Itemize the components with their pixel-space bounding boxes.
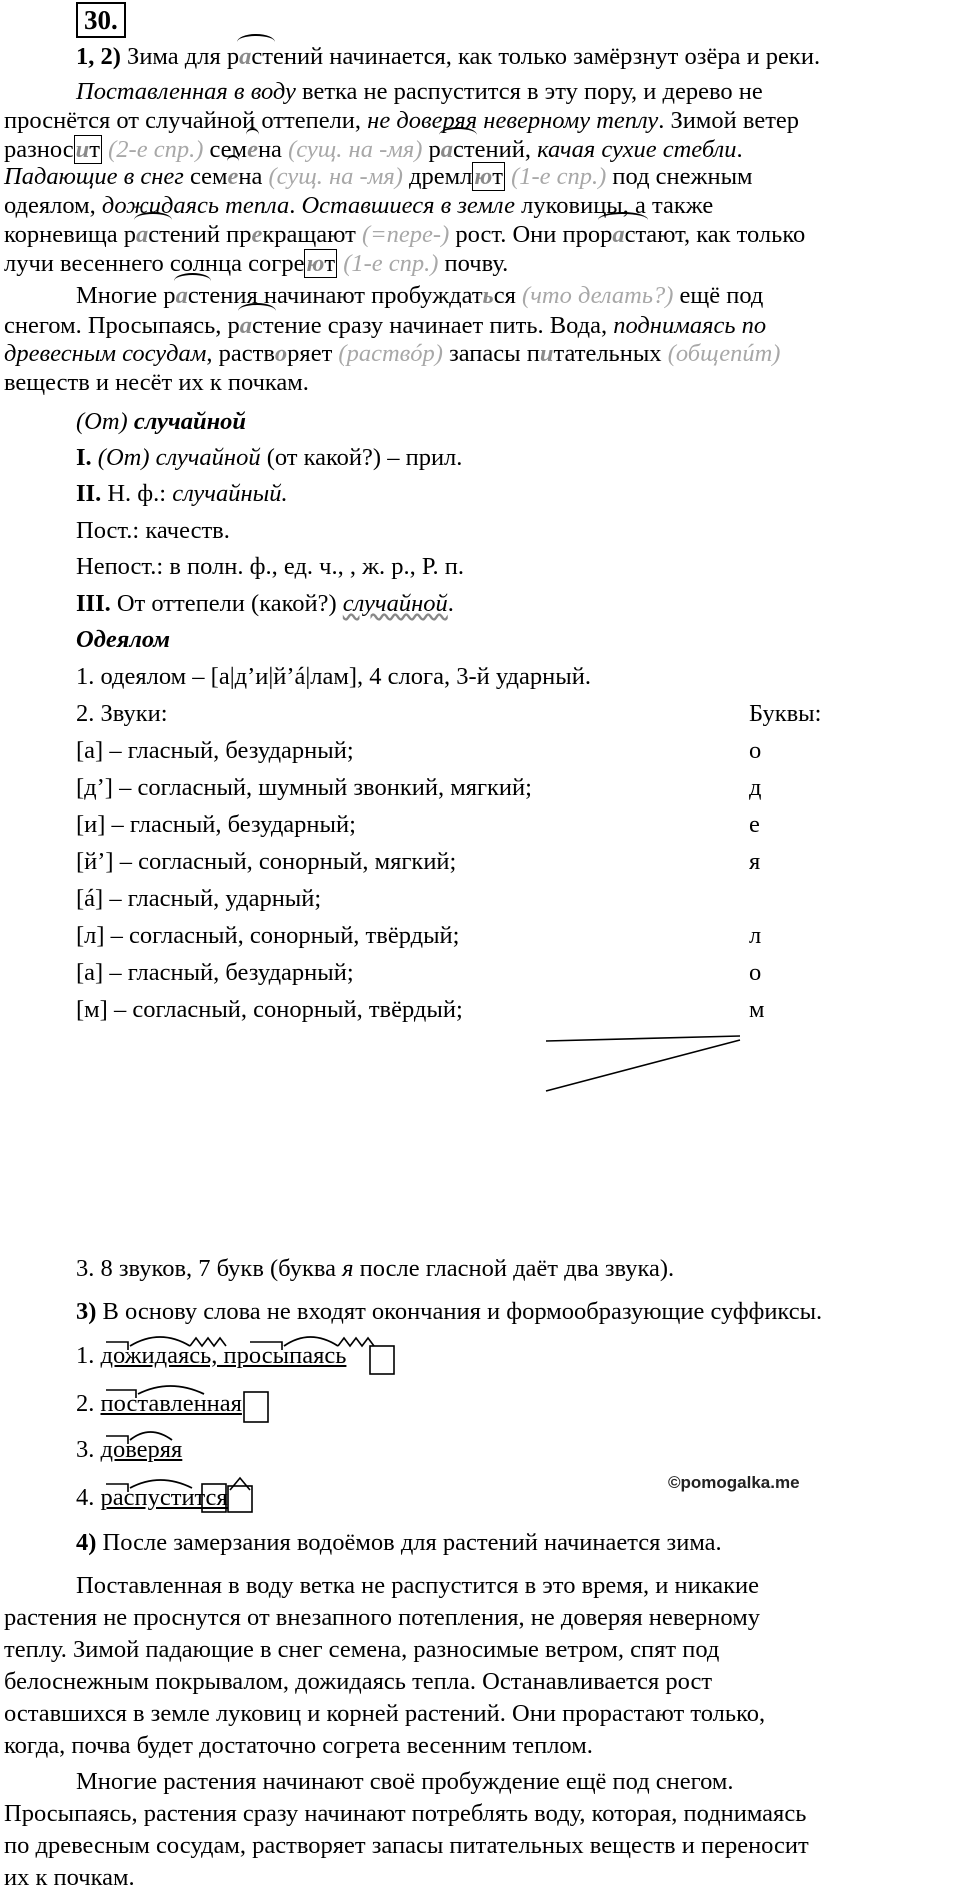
adj-heading: (От) случайной (76, 408, 247, 435)
task-12-p2-line2: снегом. Просыпаясь, растение сразу начинает пить. Вода, поднимаясь по (4, 309, 960, 342)
task-12-label: 1, 2) (76, 43, 121, 70)
task-12-p1-line3: разносит (2-е спр.) семена (сущ. на -мя) растений, качая сухие стебли. (4, 133, 960, 166)
phonetic-letter: о (749, 959, 762, 986)
phonetic-letter: о (749, 737, 762, 764)
phonetic-summary: 3. 8 звуков, 7 букв (буква я после гласной даёт два звука). (76, 1255, 675, 1282)
adj-post: Пост.: качеств. (76, 517, 230, 544)
morphemic-item-2: 2. поставленная (76, 1390, 242, 1417)
rewrite-p1-line2: растения не проснутся от внезапного потепления, не доверяя неверному (4, 1604, 760, 1631)
phonetic-sound-row: [а] – гласный, безударный; (76, 737, 354, 764)
task-12-p1-line2: проснётся от случайной оттепели, не доверяя неверному теплу. Зимой ветер (4, 107, 800, 134)
task-12-p1-line7: лучи весеннего солнца согреют (1-е спр.) почву. (4, 250, 509, 277)
task-12-p2-line4: веществ и несёт их к почкам. (4, 369, 309, 396)
phonetic-sound-row: [и] – гласный, безударный; (76, 811, 356, 838)
phonetic-letter: л (749, 922, 762, 949)
adj-step-1: I. (От) случайной (от какой?) – прил. (76, 444, 463, 471)
watermark: ©pomogalka.me (668, 1473, 800, 1492)
phonetic-sounds-label: 2. Звуки: (76, 700, 168, 727)
morphemic-item-3: 3. доверяя (76, 1436, 183, 1463)
phonetic-sound-row: [м] – согласный, сонорный, твёрдый; (76, 996, 463, 1023)
rewrite-p1-line3: теплу. Зимой падающие в снег семена, разносимые ветром, спят под (4, 1636, 720, 1663)
rewrite-p2-line1: Многие растения начинают своё пробуждение ещё под снегом. (76, 1768, 734, 1795)
rewrite-first-line: 4) После замерзания водоёмов для растений начинается зима. (76, 1529, 722, 1556)
rewrite-p2-line2: Просыпаясь, растения сразу начинают потреблять воду, которая, поднимаясь (4, 1800, 807, 1827)
phonetic-sound-row: [а] – гласный, безударный; (76, 959, 354, 986)
rewrite-p2-line3: по древесным сосудам, растворяет запасы питательных веществ и переносит (4, 1832, 809, 1859)
phonetic-letters-label: Буквы: (749, 700, 822, 727)
task-12-p1-line1: Поставленная в воду ветка не распустится в эту пору, и дерево не (76, 78, 763, 105)
task-12-p2-line3: древесным сосудам, растворяет (раствóр) запасы питательных (общепúт) (4, 340, 781, 367)
rewrite-p1-line4: белоснежным покрывалом, дожидаясь тепла. Останавливается рост (4, 1668, 713, 1695)
phonetic-sound-row: [д’] – согласный, шумный звонкий, мягкий; (76, 774, 532, 801)
morphemic-item-4: 4. распустится (76, 1484, 228, 1511)
adj-nepost: Непост.: в полн. ф., ед. ч., , ж. р., Р. п. (76, 553, 464, 580)
phonetic-letter: я (749, 848, 761, 875)
task-12-p2-line1: Многие растения начинают пробуждаться (что делать?) ещё под (0, 279, 960, 312)
phonetic-letter: е (749, 811, 760, 838)
rewrite-p1-line6: когда, почва будет достаточно согрета весенним теплом. (4, 1732, 593, 1759)
task-12-p1-line4: Падающие в снег семена (сущ. на -мя) дремлют (1-е спр.) под снежным (4, 160, 960, 193)
adj-step-2: II. Н. ф.: случайный. (76, 480, 288, 507)
exercise-number: 30. (76, 2, 126, 38)
phonetic-line-1: 1. одеялом – [а|д’и|й’á|лам], 4 слога, 3-й ударный. (76, 663, 591, 690)
morphemic-intro: 3) В основу слова не входят окончания и формообразующие суффиксы. (76, 1298, 823, 1325)
rewrite-p1-line1: Поставленная в воду ветка не распустится в это время, и никакие (76, 1572, 760, 1599)
morphemic-item-1: 1. дожидаясь, просыпаясь (76, 1342, 347, 1369)
phonetic-sound-row: [л] – согласный, сонорный, твёрдый; (76, 922, 460, 949)
phonetic-letter: м (749, 996, 765, 1023)
task-12-p1-line5: одеялом, дожидаясь тепла. Оставшиеся в земле луковицы, а также (4, 192, 714, 219)
task-12-first-line: 1, 2) Зима для растений начинается, как только замёрзнут озёра и реки. (0, 40, 960, 73)
phonetic-sound-row: [á] – гласный, ударный; (76, 885, 322, 912)
phonetic-heading: Одеялом (76, 626, 171, 653)
adj-step-3: III. От оттепели (какой?) случайной. (76, 590, 454, 617)
rewrite-p1-line5: оставшихся в земле луковиц и корней растений. Они прорастают только, (4, 1700, 766, 1727)
task-12-p1-line6: корневища растений прекращают (=пере-) рост. Они прорастают, как только (4, 218, 960, 251)
phonetic-letter: д (749, 774, 762, 801)
rewrite-p2-line4: их к почкам. (4, 1864, 135, 1891)
phonetic-sound-row: [й’] – согласный, сонорный, мягкий; (76, 848, 457, 875)
